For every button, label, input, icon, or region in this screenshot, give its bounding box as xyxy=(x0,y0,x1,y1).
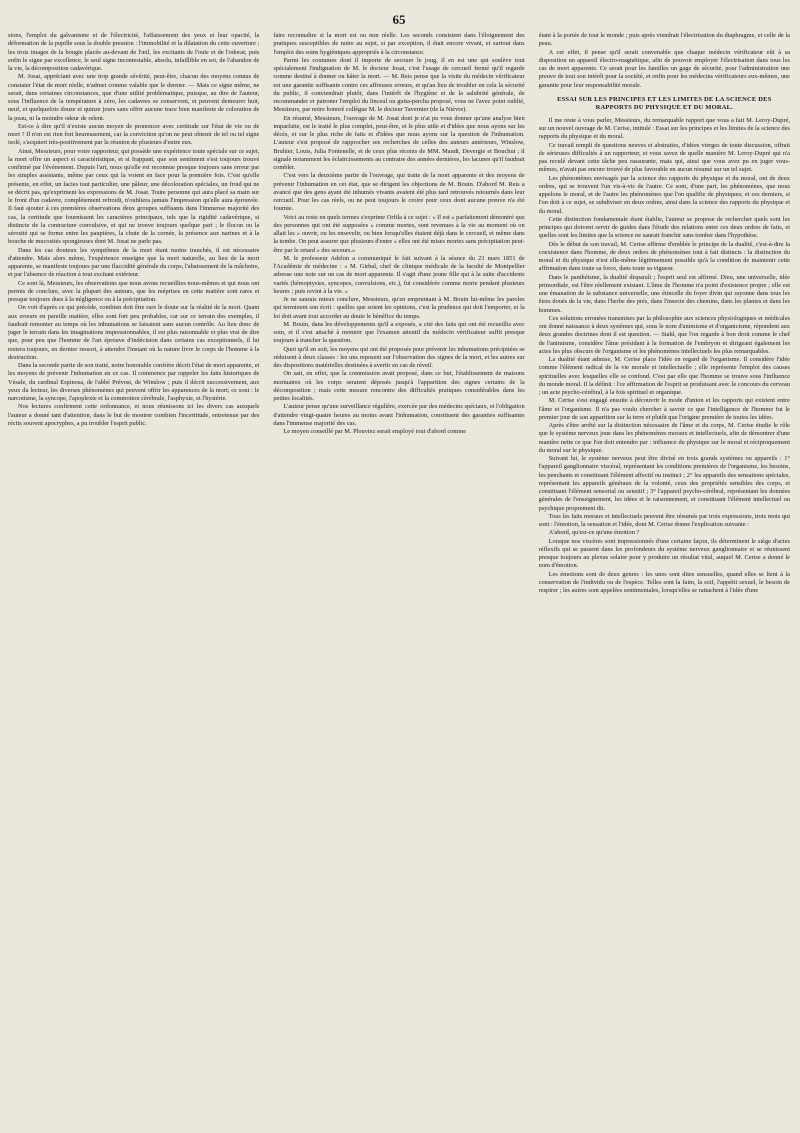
paragraph: On voit d'après ce qui précède, combien doit être rare le doute sur la réalité de la mort. Quant aux erreurs en pareille matière, elles sont fort peu probables, car sur ce terrain des exemples, il faudrait remonter au temps où les inhumations se faisaient sans aucun contrôle. Au lieu donc de juger le terrain dans les imaginations impressionnables, il est plus raisonnable et plus vrai de dire que, pour peu que l'homme de l'art éprouve d'indécision dans certains cas exceptionnels, il lui restera toujours, en dernier ressort, à attendre l'instant où la nature livre le corps de l'homme à la destruction. xyxy=(8,304,260,361)
paragraph: On sait, en effet, que la commission avait proposé, dans ce but, l'établissement de maisons mortuaires où les corps seraient déposés jusqu'à l'apparition des signes certains de la décomposition ; mais cette mesure rencontre des difficultés pratiques considérables dans les petites localités. xyxy=(273,370,525,402)
paragraph: Les phénomènes envisagés par la science des rapports du physique et du moral, ont de deux ordres, qui se trouvent l'un vis-à-vis de l'autre. Ce sont, d'une part, les phénomènes, que nous appelons le moral, et de l'autre les phénomènes que l'on qualifie de physiques; et ces derniers, si l'on doit à ce sujet, se subdiviser en deux ordres, ainsi dans la science des rapports du physique et du moral. xyxy=(538,174,790,215)
paragraph: Il me reste à vous parler, Messieurs, du remarquable rapport que vous a fait M. Leroy-Dupré, sur un nouvel ouvrage de M. Cerise, intitulé : Essai sur les principes et les limites de la science des rapports du physique et du moral. xyxy=(538,116,790,141)
paragraph: étant à la portée de tout le monde ; puis après viendrait l'électrisation du diaphragme, et celle de la peau. xyxy=(538,32,790,48)
paragraph: Ces solutions erronées transmises par la philosophie aux sciences physiologiques et médicales ont donné naissance à deux systèmes qui, sous le nom d'animisme et d'organicisme, répondent aux deux grandes doctrines dont il est question. — Stahl, que l'on regarde à bon droit comme le chef de l'animisme, considère l'âme présidant à la formation de l'embryon et dirigeant également les actes les plus obscurs de l'organisme et les phénomènes intellectuels les plus remarquables. xyxy=(538,314,790,355)
paragraph: Suivant lui, le système nerveux peut être divisé en trois grands systèmes ou appareils : 1° l'appareil ganglionnaire viscéral, représentant les conditions premières de l'organisme, les besoins, les penchants et constituant l'élément affectif ou instinct ; 2° les appareils des sensations spéciales, représentant les appareils généraux de la volonté, ceux des propriétés sensibles des corps, et constituant l'élément sensorial ou sensitif ; 3° l'appareil psycho-cérébral, représentant les données générales de l'enseignement, les idées et le raisonnement, et constituant l'élément intellectuel ou psychique proprement dit. xyxy=(538,455,790,512)
page-number: 65 xyxy=(392,12,406,27)
paragraph: M. le professeur Adelon a communiqué le fait suivant à la séance du 23 mars 1851 de l'Académie de médecine : « M. Girbal, chef de clinique médicale de la faculté de Montpellier adresse une note sur un cas de mort apparente. Il s'agit d'une jeune fille qui à la suite d'accidents variés (hémoptysies, syncopes, convulsions, etc.), fut considérée comme morte pendant plusieurs heures ; puis revint à la vie. » xyxy=(273,254,525,295)
paragraph: Cette distinction fondamentale étant établie, l'auteur se propose de rechercher quels sont les principes qui doivent servir de guides dans l'étude des relations entre ces deux ordres de faits, et quelles sont les limites que la science ne saurait franchir sans tomber dans l'hypothèse. xyxy=(538,215,790,240)
paragraph: Voici au reste en quels termes s'exprime Orfila à ce sujet : « Il est » parfaitement démontré que des personnes qui ont été supposées » comme mortes, sont revenues à la vie au moment où on allait les » ouvrir, ou les ensevelir, ou bien lorsqu'elles étaient déjà dans le cercueil, et même dans la tombe. On peut assurer que plusieurs d'entre » elles ont été mises mortes sans précipitation peut-être par le retard » des secours.» xyxy=(273,213,525,254)
paragraph: M. Cerise s'est engagé ensuite à découvrir le mode d'union et les rapports qui existent entre l'âme et l'organisme. Il n'a pas voulu chercher à savoir ce que l'intelligence de l'homme fut le premier jour de son apparition sur la terre et plutôt que l'origine première de toutes les idées. xyxy=(538,397,790,421)
column-right-body xyxy=(539,117,790,596)
paragraph: Ce travail rempli de questions neuves et abstraites, d'idées vierges de toute discussion, offrait de sérieuses difficultés à un rapporteur, et vous savez de quelle manière M. Leroy-Dupré qui n'a pas reculé devant cette tâche peu rassurante, mais qui, ainsi que vous avez pu en juger vous-mêmes, n'avait pas encore trouvé de plus favorable en aucun résumé sur un tel sujet. xyxy=(538,141,790,174)
paragraph: Dans la seconde partie de son traité, notre honorable confrère décrit l'état de mort apparente, et les moyens de prévenir l'inhumation en ce cas. Il commence par rappeler les faits historiques de Vésale, du cardinal Espinosa, de l'abbé Prévost, de Winslow ; puis il décrit successivement, aux yeux du lecteur, les diverses phénomènes qui peuvent offrir les apparences de la mort; ce sont : le narcotisme, la syncope, l'apoplexie et la commotion cérébrale, l'asphyxie, et l'hystérie. xyxy=(8,362,260,402)
paragraph: A'abord, qu'est-ce qu'une émotion ? xyxy=(548,529,640,537)
paragraph: A cet effet, il pense qu'il serait convenable que chaque médecin vérificateur eût à sa disposition un appareil électro-magnétique, afin de pouvoir employer l'électrisation dans tous les cas de mort apparente. Ce serait pour les familles un gage de sécurité, pour l'administration une preuve de tout son intérêt pour la société, et enfin pour les médecins vérificateurs eux-mêmes, une garantie pour leur responsabilité morale. xyxy=(538,48,790,89)
paragraph: Le moyen conseillé par M. Plouviez serait employé tout d'abord comme xyxy=(283,428,467,435)
paragraph: Parmi les coutumes dont il importe de secouer le joug, il en est une qui soulève tout spécialement l'indignation de M. le docteur Josat, c'est l'usage de cercueil fermé qu'il regarde comme destiné à donner ou hâter la mort. — M. Reis pense que la visite du médecin vérificateur est une garantie suffisante contre ces affreuses erreurs, et qu'au lieu de troubler en cela la sécurité du public, il conviendrait plutôt, dans l'intérêt de l'hygiène et de la salubrité générale, de recommander et patroner l'emploi du linceul ou gutta-percha proposé, vous ne l'avez point oublié, Messieurs, par notre honoré collègue M. le docteur Tavernier (de la Nièvre). xyxy=(273,56,525,114)
column-middle xyxy=(273,32,524,1132)
paragraph: Ce sont là, Messieurs, les observations que nous avons recueillies nous-mêmes et qui nous ont permis de conclure, avec la plupart des auteurs, que les méprises en cette matière sont rares et presque toujours dues à la négligence ou à la précipitation. xyxy=(8,279,260,303)
paragraph: Tous les faits moraux et intellectuels peuvent être résumés par trois expressions, trois mots qui sont : l'émotion, la sensation et l'idée, dont M. Cerise donne l'explication suivante : xyxy=(538,512,790,528)
paragraph: M. Josat, appréciant avec une trop grande sévérité, peut-être, chacun des moyens connus de constater l'état de mort réelle, n'admet comme valable que le dernier. — Mais ce signe même, ne serait, dans certaines circonstances, que d'une utilité problématique, puisque, au dire de l'auteur, sous l'influence de la température à zéro, les cadavres se conservent, et peuvent demeurer huit, neuf, et quelquefois douze et quinze jours sans offrir aucune trace bien manifeste de coloration de la peau, ni la moindre odeur de relent. xyxy=(8,73,260,122)
column-left xyxy=(8,32,259,1132)
text-columns xyxy=(8,32,790,1132)
paragraph: sions, l'emploi du galvanisme et de l'électricité, l'affaissement des yeux et leur opacité, la déformation de la pupille sous la double pression : l'immobilité et la dilatation du cette ouverture ; les trois images de la bougie placée au-devant de l'œil, les excitants de l'ouïe et de l'odorat; puis enfin le signe par excellence, le seul signe incontestable, absolu, infaillible en soi, de l'abandon de la vie, la décomposition cadavérique. xyxy=(8,32,260,72)
paragraph: C'est vers la deuxième partie de l'ouvrage, qui traite de la mort apparente et des moyens de prévenir l'inhumation en cet état, que se dirigent les objections de M. Bouin. D'abord M. Reis a avancé que des gens ayant été inhumés vivants avaient été plus tard retrouvés retournés dans leur cercueil. Pour les cas réels, ou ne peut toujours le croire pour ceux dont aucune preuve n'a été fournie. xyxy=(273,172,525,213)
column-right-intro xyxy=(539,32,790,90)
section-title: ESSAI SUR LES PRINCIPES ET LES LIMITES DE LA SCIENCE DES RAPPORTS DU PHYSIQUE ET DU MORAL. xyxy=(557,95,772,112)
paragraph: Lorsque nos viscères sont impressionnés d'une certaine façon, ils déterminent le siège d'actes réflexifs qui se passent dans les profondeurs du système nerveux ganglionnaire et se réunissent presque toujours au plexus solaire pour y produire un résultat vital, auquel M. Cerise a donné le nom d'émotion. xyxy=(538,537,790,570)
paragraph: L'auteur pense qu'une surveillance régulière, exercée par des médecins spéciaux, et l'obligation d'attendre vingt-quatre heures au moins avant l'inhumation, constituent des garanties suffisantes dans l'immense majorité des cas. xyxy=(273,403,525,427)
paragraph: Les émotions sont de deux genres : les unes sont dites sensuelles, quand elles se lient à la conservation de l'individu ou de l'espèce. Telles sont la faim, la soif, l'appétit sexuel, le besoin de respirer ; les autres sont appelées sentimentales, lorsqu'elles se rattachent à l'idée d'une xyxy=(538,570,790,594)
paragraph: Dès le début de son travail, M. Cerise affirme d'emblée le principe de la dualité, c'est-à-dire la coexistence dans l'homme, de deux ordres de phénomènes tout à fait distincts : la distinction du moral et du physique n'est elle-même légitimement possible qu'à la condition de maintenir cette affirmation dans toute sa force, dans toute sa vigueur. xyxy=(538,240,790,273)
paragraph: Après s'être arrêté sur la distinction nécessaire de l'âme et du corps, M. Cerise étudie le rôle que le système nerveux joue dans les phénomènes moraux et intellectuels, afin de démontrer d'une manière nette ce que l'on doit entendre par : influence du physique sur le moral et réciproquement du moral sur le physique. xyxy=(538,422,790,454)
paragraph: Dans les cas douteux les symptômes de la mort étant moins tranchés, il est nécessaire d'attendre. Mais alors même, l'expérience enseigne que la mort naturelle, au lieu de la mort apparente, se manifeste toujours par une flaccidité générale du corps, l'abaissement de la mâchoire, et par l'absence de réaction à tout excitant extérieur. xyxy=(8,246,260,279)
paragraph: Ainsi, Messieurs, pour votre rapporteur, qui possède une expérience toute spéciale sur ce sujet, la mort offre un aspect si caractéristique, et si frappant, que son sentiment s'est toujours trouvé confirmé par l'événement. Depuis l'art, nous qu'elle est reconnue presque toujours sans erreur par les simples assistants, même par ceux qui la voient en face pour la première fois. C'est qu'elle présente, en effet, un facies tout particulier, une pâleur, une décoloration spéciales, un froid qui ne se décrit pas, qu'expriment les expressions de M. Josat. Toute personne qui aura placé sa main sur le front d'un cadavre, complétement refroidi, n'oubliera jamais l'impression qu'elle aura éprouvée. Il faut ajouter à ces premières observations deux groupes suffisants dans l'immense majorité des cas, la certitude que fournissent les caractères principaux, tels que la rigidité cadavérique, si distincte de la contracture convulsive, et qui ne trouve toujours quelque part ; le flocon ou la sérosité qui se forme entre les paupières, la chute de la cornée, la présence aux narines et à la bouche de mucosités spongieuses dont M. Josat ne parle pas. xyxy=(8,147,260,246)
paragraph: Je ne saurais mieux conclure, Messieurs, qu'en empruntant à M. Bouin lui-même les paroles qui terminent son écrit : quelles que soient les opinions, c'est la prudence qui doit l'emporter, et la loi doit avant tout accorder au doute le bénéfice du temps. xyxy=(273,296,525,320)
paragraph: Nos lectures confirment cette ordonnance, et nous réunissons ici les divers cas auxquels l'auteur a donné tant d'attention, dans le but de montrer combien l'incertitude, entretenue par des récits souvent apocryphes, a pu troubler l'esprit public. xyxy=(8,403,260,427)
paragraph: M. Bouin, dans les développements qu'il a exposés, a cité des faits qui ont été recueillis avec soin, et il s'est attaché à montrer que l'examen attentif du médecin vérificateur suffit presque toujours à trancher la question. xyxy=(273,320,525,345)
paragraph: Quoi qu'il en soit, les moyens qui ont été proposés pour prévenir les inhumations précipitées se réduisent à deux classes : les uns reposent sur l'observation des signes de la mort, et les autres sur des dispositions matérielles destinées à avertir en cas de réveil. xyxy=(273,345,525,369)
paragraph: Est-ce à dire qu'il n'existe aucun moyen de prononcer avec certitude sur l'état de vie ou de mort ? Il n'en est rien fort heureusement, car la conviction qu'on ne peut obtenir de tel ou tel signe isolé, s'acquiert très-positivement par la réunion de plusieurs d'entre eux. xyxy=(8,122,260,147)
paragraph: En résumé, Messieurs, l'ouvrage de M. Josat dont je n'ai pu vous donner qu'une analyse bien imparfaite, est le traité le plus complet, peut-être, et le plus utile et d'idées que nous ayons sur les décès, et sur le plus riche de faits et d'idées que nous ayons sur la question de l'inhumation. L'auteur s'est proposé de rapprocher ses recherches de celles des auteurs antérieurs, Winslow, Bruhier, Louis, Julia Fontenelle, et de ceux plus récents de MM. Mandt, Devergie et Bouchut ; il signale notamment les éclaircissements au contraire des années dernières, les lacunes qu'il faudrait combler. xyxy=(273,114,525,171)
paragraph: faire reconnaître si la mort est ou non réelle. Les seconds consistent dans l'éloignement des pratiques susceptibles de nuire au sujet, si par exception, il était encore vivant, et surtout dans l'emploi des soins hygiéniques appropriés à la circonstance. xyxy=(273,32,525,56)
column-right xyxy=(539,32,790,1132)
paragraph: Dans le panthéisme, la dualité disparaît ; l'esprit seul est affirmé. Dieu, une universelle, idée primordiale, est l'être réellement existant. L'âme de l'homme n'a point d'existence propre ; elle est une émanation de la substance universelle, une étincelle du foyer divin qui rayonne dans tous les êtres doués de la vie, dans l'herbe des prés, dans l'insecte des chemins, dans les plantes et dans les hommes. xyxy=(538,273,790,314)
paragraph: La dualité étant admise, M. Cerise place l'idée en regard de l'organisme. Il considère l'idée comme l'élément radical de la vie morale et intellectuelle ; elle représente l'emploi des causes spirituelles avec lesquelles elle se confond. C'est par elle que l'homme se trouve sous l'influence du monde moral. Il la définit : l'ce affirmation de l'esprit se produisant avec le concours du cerveau ; un acte psycho-cérébral, à la fois spirituel et organique. xyxy=(538,356,790,396)
